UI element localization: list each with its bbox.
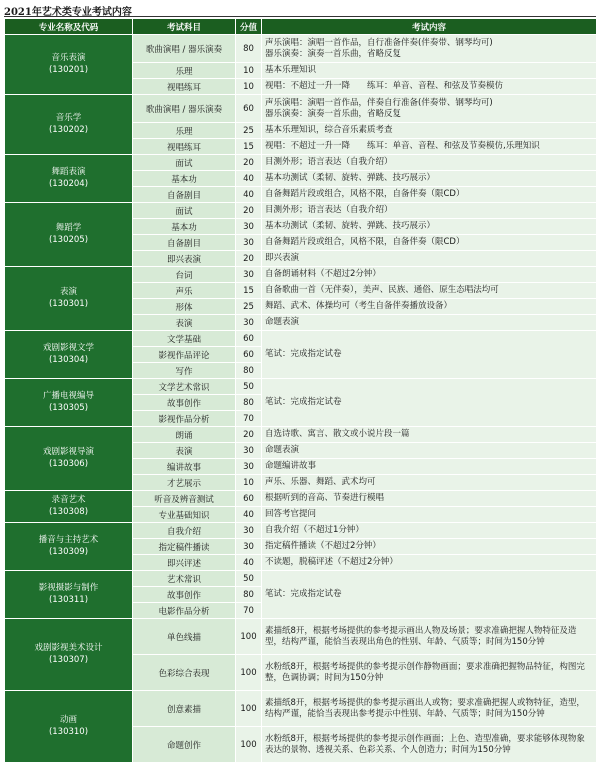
subject-cell: 面试: [133, 155, 236, 171]
score-cell: 20: [236, 427, 262, 443]
score-cell: 15: [236, 283, 262, 299]
major-cell: [5, 427, 133, 491]
score-cell: 40: [236, 555, 262, 571]
score-cell: 50: [236, 379, 262, 395]
score-cell: 100: [236, 727, 262, 763]
major-name: 录音艺术: [51, 495, 86, 506]
subject-cell: 歌曲演唱 / 器乐演奏: [133, 35, 236, 63]
content-line: 器乐演奏：演奏一首乐曲，省略反复: [265, 48, 402, 59]
content-cell: [262, 95, 597, 123]
content-line: 声乐演唱：演唱一首作品，自行准备伴奏(伴奏带、钢琴均可): [265, 37, 493, 48]
subject-cell: 影视作品评论: [133, 347, 236, 363]
content-cell: [262, 219, 597, 235]
content-line: 素描纸8开，根据考场提供的参考提示画出人或物；要求准确把握人或物特征，造型，结构严谨，能恰当表现出参考提示中性别、年龄、气质等；时间为150分钟: [265, 697, 585, 719]
subject-cell: 自我介绍: [133, 523, 236, 539]
major-name: 音乐表演: [51, 53, 86, 64]
score-cell: 30: [236, 219, 262, 235]
table-row: [5, 155, 597, 171]
score-cell: 60: [236, 95, 262, 123]
table-row: [5, 523, 597, 539]
header-score: 分值: [236, 19, 262, 35]
content-cell: [262, 491, 597, 507]
score-cell: 30: [236, 315, 262, 331]
subject-cell: 听音及辨音测试: [133, 491, 236, 507]
major-cell: [5, 203, 133, 267]
subject-cell: 写作: [133, 363, 236, 379]
content-line: 不读题，脱稿评述（不超过2分钟）: [265, 557, 398, 568]
major-name: 戏剧影视美术设计: [34, 643, 103, 654]
major-code: (130205): [48, 234, 89, 245]
major-name: 播音与主持艺术: [38, 535, 99, 546]
major-code: (130305): [48, 402, 89, 413]
content-line: 目测外形；语言表达（自我介绍）: [265, 205, 393, 216]
content-cell: [262, 35, 597, 63]
content-line: 根据听到的音高、节奏进行模唱: [265, 493, 385, 504]
major-name: 舞蹈学: [55, 223, 82, 234]
major-code: (130201): [48, 64, 89, 75]
subject-cell: 单色线描: [133, 619, 236, 655]
score-cell: 70: [236, 411, 262, 427]
content-cell: [262, 727, 597, 763]
score-cell: 20: [236, 251, 262, 267]
content-line: 自我介绍（不超过1分钟）: [265, 525, 364, 536]
table-row: [5, 331, 597, 347]
score-cell: 80: [236, 363, 262, 379]
subject-cell: 视唱练耳: [133, 79, 236, 95]
score-cell: 30: [236, 459, 262, 475]
subject-cell: 故事创作: [133, 395, 236, 411]
score-cell: 100: [236, 691, 262, 727]
table-row: [5, 267, 597, 283]
subject-cell: 形体: [133, 299, 236, 315]
content-line: 舞蹈、武术、体操均可（考生自备伴奏播放设备）: [265, 301, 453, 312]
score-cell: 10: [236, 79, 262, 95]
major-cell: [5, 571, 133, 619]
score-cell: 40: [236, 171, 262, 187]
subject-cell: 视唱练耳: [133, 139, 236, 155]
major-cell: [5, 379, 133, 427]
score-cell: 30: [236, 235, 262, 251]
content-line: 视唱：不超过一升一降 练耳：单音、音程、和弦及节奏模仿,乐理知识: [265, 141, 540, 152]
content-cell: [262, 555, 597, 571]
subject-cell: 创意素描: [133, 691, 236, 727]
subject-cell: 影视作品分析: [133, 411, 236, 427]
table-row: [5, 571, 597, 587]
content-line: 命题表演: [265, 317, 300, 328]
table-row: [5, 491, 597, 507]
subject-cell: 才艺展示: [133, 475, 236, 491]
header-major: 专业名称及代码: [5, 19, 133, 35]
major-name: 舞蹈表演: [51, 167, 86, 178]
content-cell: [262, 283, 597, 299]
subject-cell: 专业基础知识: [133, 507, 236, 523]
subject-cell: 基本功: [133, 171, 236, 187]
subject-cell: 乐理: [133, 63, 236, 79]
content-line: 基本功测试（柔韧、旋转、弹跳、技巧展示）: [265, 221, 436, 232]
score-cell: 15: [236, 139, 262, 155]
score-cell: 70: [236, 603, 262, 619]
subject-cell: 基本功: [133, 219, 236, 235]
major-cell: [5, 95, 133, 155]
major-name: 影视摄影与制作: [38, 583, 99, 594]
table-row: [5, 203, 597, 219]
score-cell: 20: [236, 203, 262, 219]
subject-cell: 艺术常识: [133, 571, 236, 587]
content-cell: [262, 139, 597, 155]
major-code: (130311): [48, 594, 89, 605]
major-cell: [5, 523, 133, 571]
major-code: (130309): [48, 546, 89, 557]
subject-cell: 色彩综合表现: [133, 655, 236, 691]
content-cell: 笔试：完成指定试卷: [262, 571, 597, 619]
subject-cell: 歌曲演唱 / 器乐演奏: [133, 95, 236, 123]
score-cell: 25: [236, 299, 262, 315]
subject-cell: 文学艺术常识: [133, 379, 236, 395]
major-name: 戏剧影视文学: [42, 343, 94, 354]
content-line: 即兴表演: [265, 253, 300, 264]
content-cell: [262, 459, 597, 475]
content-line: 自选诗歌、寓言、散文或小说片段一篇: [265, 429, 410, 440]
subject-cell: 面试: [133, 203, 236, 219]
table-row: [5, 427, 597, 443]
content-line: 自备朗诵材料（不超过2分钟）: [265, 269, 381, 280]
score-cell: 30: [236, 523, 262, 539]
table-row: [5, 35, 597, 63]
content-line: 器乐演奏：演奏一首乐曲，省略反复: [265, 108, 402, 119]
content-cell: [262, 523, 597, 539]
major-cell: [5, 155, 133, 203]
content-line: 水粉纸8开，根据考场提供的参考提示创作画面；上色、造型准确，要求能够体现物象表达的景物、透视关系、色彩关系、个人创造力；时间为150分钟: [265, 733, 585, 755]
content-line: 自备舞蹈片段或组合，风格不限，自备伴奏（限CD）: [265, 189, 465, 200]
content-line: 基本乐理知识，综合音乐素质考查: [265, 125, 393, 136]
content-cell: [262, 235, 597, 251]
table-row: [5, 379, 597, 395]
major-cell: [5, 619, 133, 691]
major-cell: [5, 267, 133, 331]
subject-cell: 电影作品分析: [133, 603, 236, 619]
content-cell: [262, 507, 597, 523]
major-name: 音乐学: [55, 113, 82, 124]
content-cell: [262, 315, 597, 331]
major-name: 广播电视编导: [42, 391, 94, 402]
content-line: 回答考官提问: [265, 509, 317, 520]
major-name: 表演: [59, 287, 77, 298]
table-row: [5, 95, 597, 123]
subject-cell: 编讲故事: [133, 459, 236, 475]
subject-cell: 命题创作: [133, 727, 236, 763]
content-cell: [262, 63, 597, 79]
score-cell: 20: [236, 155, 262, 171]
major-name: 戏剧影视导演: [42, 447, 94, 458]
page-title: 2021年艺术类专业考试内容: [4, 7, 132, 18]
content-cell: [262, 299, 597, 315]
score-cell: 80: [236, 35, 262, 63]
content-line: 指定稿件播读（不超过2分钟）: [265, 541, 381, 552]
major-cell: [5, 691, 133, 763]
content-line: 命题表演: [265, 445, 300, 456]
score-cell: 10: [236, 63, 262, 79]
score-cell: 40: [236, 187, 262, 203]
content-cell: [262, 619, 597, 655]
subject-cell: 乐理: [133, 123, 236, 139]
content-line: 基本乐理知识: [265, 65, 317, 76]
content-line: 目测外形；语言表达（自我介绍）: [265, 157, 393, 168]
score-cell: 30: [236, 443, 262, 459]
content-line: 水粉纸8开，根据考场提供的参考提示创作静物画面；要求准确把握物品特征，构图完整，色调协调；时间为150分钟: [265, 661, 585, 683]
content-line: 基本功测试（柔韧、旋转、弹跳、技巧展示）: [265, 173, 436, 184]
content-cell: [262, 79, 597, 95]
score-cell: 100: [236, 655, 262, 691]
table-row: [5, 691, 597, 727]
score-cell: 60: [236, 331, 262, 347]
content-cell: [262, 427, 597, 443]
content-cell: [262, 203, 597, 219]
content-cell: [262, 155, 597, 171]
subject-cell: 声乐: [133, 283, 236, 299]
major-cell: [5, 35, 133, 95]
major-code: (130202): [48, 124, 89, 135]
header-subject: 考试科目: [133, 19, 236, 35]
major-code: (130301): [48, 298, 89, 309]
score-cell: 100: [236, 619, 262, 655]
content-cell: [262, 267, 597, 283]
content-line: 自备歌曲一首（无伴奏），美声、民族、通俗、原生态唱法均可: [265, 285, 499, 296]
major-code: (130310): [48, 726, 89, 737]
subject-cell: 表演: [133, 443, 236, 459]
score-cell: 60: [236, 491, 262, 507]
score-cell: 30: [236, 539, 262, 555]
exam-table: [4, 18, 597, 763]
major-code: (130204): [48, 178, 89, 189]
major-code: (130308): [48, 506, 89, 517]
score-cell: 25: [236, 123, 262, 139]
header-row: [5, 19, 597, 35]
subject-cell: 即兴表演: [133, 251, 236, 267]
content-cell: [262, 171, 597, 187]
subject-cell: 台词: [133, 267, 236, 283]
content-line: 视唱：不超过一升一降 练耳：单音、音程、和弦及节奏模仿: [265, 81, 504, 92]
title-divider: [4, 16, 596, 17]
content-line: 自备舞蹈片段或组合，风格不限，自备伴奏（限CD）: [265, 237, 465, 248]
major-name: 动画: [59, 715, 77, 726]
subject-cell: 指定稿件播读: [133, 539, 236, 555]
subject-cell: 故事创作: [133, 587, 236, 603]
score-cell: 80: [236, 395, 262, 411]
score-cell: 40: [236, 507, 262, 523]
content-cell: 笔试：完成指定试卷: [262, 379, 597, 427]
score-cell: 60: [236, 347, 262, 363]
content-line: 声乐演唱：演唱一首作品，伴奏自行准备(伴奏带、钢琴均可): [265, 97, 493, 108]
content-cell: [262, 123, 597, 139]
content-cell: [262, 187, 597, 203]
score-cell: 10: [236, 475, 262, 491]
content-line: 素描纸8开，根据考场提供的参考提示画出人物及场景；要求准确把握人物特征及造型，结构严谨，能恰当表现出角色的性别、年龄、气质等；时间为150分钟: [265, 625, 577, 647]
major-code: (130306): [48, 458, 89, 469]
subject-cell: 文学基础: [133, 331, 236, 347]
table-row: [5, 619, 597, 655]
content-cell: [262, 251, 597, 267]
score-cell: 30: [236, 267, 262, 283]
major-cell: [5, 331, 133, 379]
content-cell: [262, 443, 597, 459]
content-cell: [262, 655, 597, 691]
subject-cell: 表演: [133, 315, 236, 331]
subject-cell: 即兴评述: [133, 555, 236, 571]
major-cell: [5, 491, 133, 523]
content-cell: [262, 691, 597, 727]
header-content: 考试内容: [262, 19, 597, 35]
subject-cell: 自备剧目: [133, 235, 236, 251]
content-cell: [262, 475, 597, 491]
content-cell: [262, 539, 597, 555]
subject-cell: 自备剧目: [133, 187, 236, 203]
content-line: 声乐、乐器、舞蹈、武术均可: [265, 477, 376, 488]
score-cell: 80: [236, 587, 262, 603]
content-cell: 笔试：完成指定试卷: [262, 331, 597, 379]
content-line: 命题编讲故事: [265, 461, 317, 472]
major-code: (130304): [48, 354, 89, 365]
score-cell: 50: [236, 571, 262, 587]
subject-cell: 朗诵: [133, 427, 236, 443]
major-code: (130307): [48, 654, 89, 665]
